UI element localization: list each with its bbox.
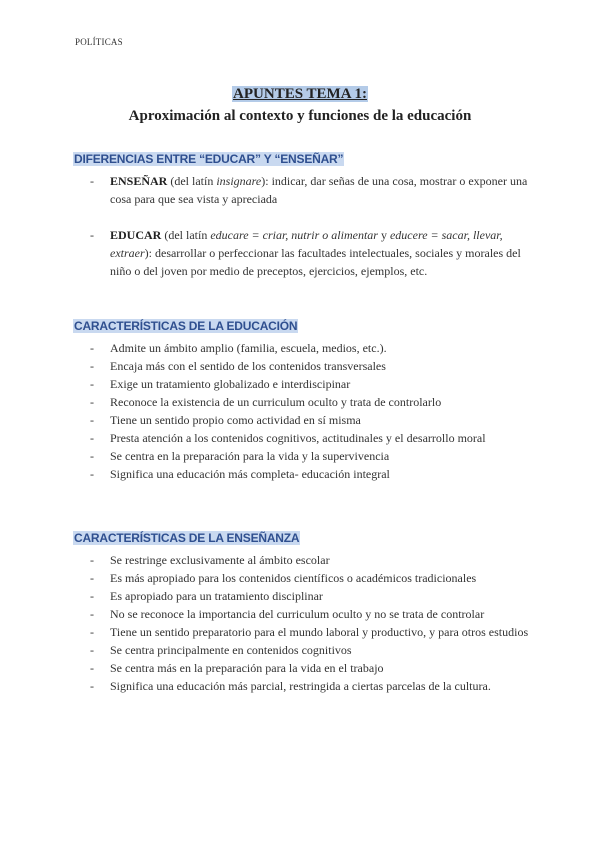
list-item-text: Significa una educación más parcial, restringida a ciertas parcelas de la cultura. — [110, 679, 491, 693]
list-item-text: Encaja más con el sentido de los contenidos transversales — [110, 359, 386, 373]
list-item-text: No se reconoce la importancia del curriculum oculto y no se trata de controlar — [110, 607, 485, 621]
list-item-text: Tiene un sentido preparatorio para el mundo laboral y productivo, y para otros estudios — [110, 625, 529, 639]
section-differences — [73, 152, 533, 280]
definition-text: y — [377, 228, 390, 242]
list-item — [73, 339, 533, 357]
bullet-dash: - — [90, 589, 94, 603]
list-item-text: Significa una educación más completa- educación integral — [110, 467, 390, 481]
educacion-list — [73, 339, 533, 483]
header-label: POLÍTICAS — [75, 37, 123, 47]
bullet-dash: - — [90, 377, 94, 391]
list-item — [73, 659, 533, 677]
bullet-dash: - — [90, 395, 94, 409]
bullet-dash: - — [90, 571, 94, 585]
bullet-dash: - — [90, 228, 94, 242]
section-heading-differences — [73, 152, 533, 167]
list-item — [73, 393, 533, 411]
list-item — [73, 357, 533, 375]
bullet-dash: - — [90, 553, 94, 567]
section-ensenanza — [73, 531, 533, 695]
list-item-text: Reconoce la existencia de un curriculum oculto y trata de controlarlo — [110, 395, 442, 409]
list-item — [73, 411, 533, 429]
document-title-text: APUNTES TEMA 1: — [233, 86, 367, 102]
bullet-dash: - — [90, 341, 94, 355]
list-item-text: Admite un ámbito amplio (familia, escuela, medios, etc.). — [110, 341, 387, 355]
list-item-text: Se restringe exclusivamente al ámbito escolar — [110, 553, 330, 567]
list-item-text: Tiene un sentido propio como actividad en sí misma — [110, 413, 361, 427]
list-item — [73, 551, 533, 569]
definition-term: ENSEÑAR — [110, 174, 168, 188]
definition-text: ): indicar, dar señas de una cosa, mostrar o exponer una cosa para que sea vista y apreciada — [110, 174, 528, 206]
list-item — [73, 677, 533, 695]
bullet-dash: - — [90, 643, 94, 657]
list-item — [73, 569, 533, 587]
bullet-dash: - — [90, 467, 94, 481]
section-heading-educacion-text: CARACTERÍSTICAS DE LA EDUCACIÓN — [74, 319, 298, 333]
list-item-text: Exige un tratamiento globalizado e interdiscipinar — [110, 377, 351, 391]
bullet-dash: - — [90, 413, 94, 427]
list-item — [73, 587, 533, 605]
bullet-dash: - — [90, 431, 94, 445]
title-block — [0, 84, 600, 126]
definition-educar — [73, 226, 533, 280]
definition-etymology: educare = criar, nutrir o alimentar — [210, 228, 378, 242]
list-item-text: Se centra principalmente en contenidos cognitivos — [110, 643, 352, 657]
document-title — [0, 84, 600, 104]
list-item — [73, 465, 533, 483]
ensenanza-list — [73, 551, 533, 695]
list-item — [73, 641, 533, 659]
list-item — [73, 623, 533, 641]
definition-ensenar — [73, 172, 533, 208]
document-subtitle: Aproximación al contexto y funciones de la educación — [128, 108, 472, 124]
list-item — [73, 447, 533, 465]
bullet-dash: - — [90, 607, 94, 621]
section-heading-ensenanza-text: CARACTERÍSTICAS DE LA ENSEÑANZA — [74, 531, 300, 545]
list-item — [73, 375, 533, 393]
definition-etymology: insignare — [216, 174, 262, 188]
list-item-text: Se centra más en la preparación para la vida en el trabajo — [110, 661, 384, 675]
section-heading-ensenanza — [73, 531, 533, 546]
list-item — [73, 605, 533, 623]
definition-text: (del latín — [161, 228, 211, 242]
bullet-dash: - — [90, 661, 94, 675]
bullet-dash: - — [90, 449, 94, 463]
list-item-text: Es apropiado para un tratamiento disciplinar — [110, 589, 323, 603]
bullet-dash: - — [90, 359, 94, 373]
bullet-dash: - — [90, 679, 94, 693]
section-heading-differences-text: DIFERENCIAS ENTRE “EDUCAR” Y “ENSEÑAR” — [74, 152, 344, 166]
list-item-text: Se centra en la preparación para la vida y la supervivencia — [110, 449, 390, 463]
list-item-text: Presta atención a los contenidos cognitivos, actitudinales y el desarrollo moral — [110, 431, 486, 445]
definitions-list — [73, 172, 533, 280]
section-educacion — [73, 319, 533, 483]
section-heading-educacion — [73, 319, 533, 334]
bullet-dash: - — [90, 174, 94, 188]
list-item-text: Es más apropiado para los contenidos científicos o académicos tradicionales — [110, 571, 477, 585]
definition-term: EDUCAR — [110, 228, 162, 242]
bullet-dash: - — [90, 625, 94, 639]
definition-text: (del latín — [167, 174, 217, 188]
list-item — [73, 429, 533, 447]
definition-etymology: educere = sacar, llevar, extraer — [110, 228, 503, 260]
definition-text: ): desarrollar o perfeccionar las facultades intelectuales, sociales y morales del niño o del joven por medio de preceptos, ejercicios, ejemplos, etc. — [110, 246, 521, 278]
